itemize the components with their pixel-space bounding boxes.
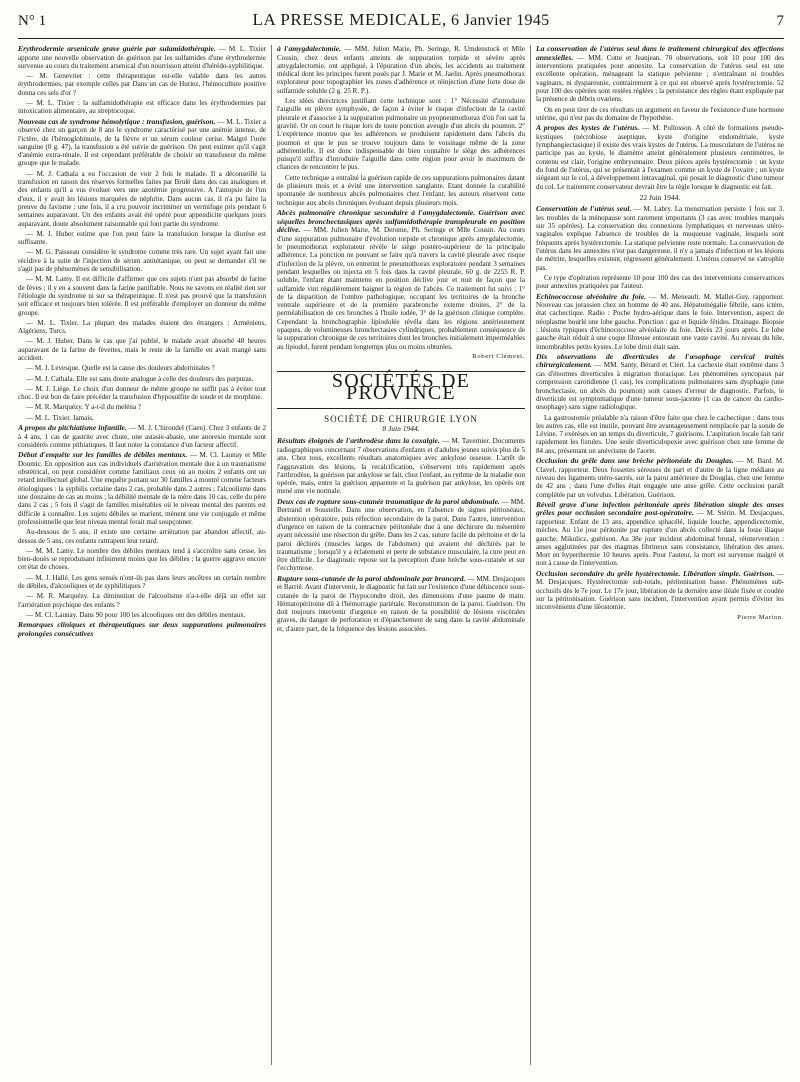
article-title: Echinococcose alvéolaire du foie. bbox=[535, 291, 647, 301]
paragraph: Ce type d'opération représente 10 pour 100 des cas des interventions conservatrices pour annexites pratiquées par l'auteur. bbox=[535, 273, 784, 291]
issue-date: 6 Janvier 1945 bbox=[451, 12, 550, 29]
issue-number: N° 1 bbox=[18, 13, 47, 29]
article-title: Dix observations de diverticules de l'œsophage cervical traités chirurgicalement. bbox=[535, 351, 784, 370]
article-title: Début d'enquête sur les familles de débiles mentaux. bbox=[18, 450, 188, 460]
article-text: — M. Bard. M. Clavel, rapporteur. Deux fossettes séreuses de part et d'autre de la ligne médiane au niveau des ligaments utéro-sacrés, sur la paroi antérieure du Douglas, chez une femme de 42 ans ; dans l'une d'elles était engagée une anse grêle. Cette occlusion paraît complétée par un volvulus. Libération. Guérison. bbox=[535, 457, 784, 499]
article-title: Remarques cliniques et thérapeutiques sur deux suppurations pulmonaires prolongées consécutives bbox=[18, 620, 267, 638]
paragraph: — M. L. Tixier. Jamais. bbox=[26, 413, 94, 422]
paragraph: — M. L. Tixier. La plupart des malades étaient des étrangers : Arméniens, Algériens, Turcs. bbox=[18, 318, 267, 336]
masthead bbox=[18, 10, 784, 34]
article-title: Occlusion du grêle dans une brèche péritonéale du Douglas. bbox=[535, 456, 734, 466]
article-occlusion-grele bbox=[536, 570, 784, 612]
article-text: — M. Cl. Launay et Mlle Doumic. En opposition aux cas individuels d'arriération mentale due à un traumatisme obstétrical, on peut considérer comme familiaux ceux où au moins 2 enfants ont un retard intellectuel global. Une enquête portant sur 30 familles a montré comme facteurs étiologiques : la syphilis certaine dans 2 cas, probable dans 2 autres ; l'alcoolisme dans une douzaine de cas au moins ; la débilité mentale de la mère dans 10 cas, celle du père dans 2 cas ; 5 fois il s'agit de familles misérables où le niveau mental des parents est difficile à connaître. Les sujets débiles se marient, mènent une vie conjugale et même professionnelle que leur niveau mental ferait mal soupçonner. bbox=[18, 451, 267, 526]
article-title: A propos des kystes de l'utérus. bbox=[535, 123, 640, 133]
paragraph: — M. J. Hallé. Les gens sensés n'ont-ils pas dans leurs ancêtres un certain nombre de débiles, d'alcooliques et de syphilitiques ? bbox=[18, 573, 267, 590]
article-diverticules bbox=[536, 353, 784, 412]
article-occlusion-douglas bbox=[536, 457, 784, 499]
article-text: — MM. Desjacques et Barrié. Avant d'intervenir, le diagnostic fut fait sur l'existence d'une déhiscence sous-cutanée de la paroi de l'hypocondre droit, des dimensions d'une paume de main. Hématopéritoine dû à l'hémorragie pariétale. Reconstitution de la paroi. Guérison. On doit toujours intervenir d'urgence en raison de la possibilité de lésions viscérales graves, du danger de perforation et d'épanchement de sang dans la cavité abdominale et, d'autre part, de la fréquence des lésions associées. bbox=[276, 574, 525, 633]
article-conservation-uterus bbox=[536, 45, 784, 104]
column-3 bbox=[536, 45, 784, 1065]
paragraph: Les idées directrices justifiant cette technique sont : 1° Nécessité d'introduire l'aiguille en plèvre symphysée, de façon à éviter le risque d'infection de la cavité pleurale et d'associer à la suppuration pulmonaire un pyopneumothorax d'où l'on sait la gravité. Or on court le risque lors de toute ponction aveugle d'un abcès du poumon. 2° L'expérience montre que les adhérences se produisent rapidement dans l'abcès du poumon et que le pus se trouve toujours dans le voisinage même de la zone adhérentielle. Il est donc indispensable de bien connaître le siège des adhérences puisqu'il suffira d'introduire l'aiguille dans cette région pour avoir le maximum de chances de rencontrer le pus. bbox=[276, 97, 525, 172]
article-abces-pulmonaire bbox=[277, 209, 525, 351]
page-number: 7 bbox=[776, 13, 784, 29]
society-name: SOCIÉTÉ DE CHIRURGIE LYON bbox=[324, 413, 478, 424]
article-erythrodermie bbox=[18, 45, 266, 70]
paragraph: — M. J. Huber estime que l'on peut faire la transfusion lorsque la diurèse est suffisante. bbox=[18, 229, 267, 247]
column-divider bbox=[530, 45, 531, 1065]
article-text: — MM. Julien Marie, Ph. Seringe, R. Umdenstock et Mlle Cousin, chez deux enfants atteints de suppuration torpide et sévère après amygdalectomie, ont appliqué, à l'épuration d'un abcès, les accidents au traitement médical dont les principes furent posés par J. Marie et M. Jaelin. Après pneumothorax explorateur pour topographier les zones d'adhérence et réinjection d'une forte dose de sulfamide soluble (2 g. 25 R. P.). bbox=[276, 45, 525, 95]
article-text: — M. Stérin. M. Desjacques, rapporteur. Enfant de 13 ans, appendice sphacélé, liquide louche, appendicectomie, mèches. Au 11e jour péritonite par rupture d'un abcès collecté dans la fosse iliaque gauche, Mikulicz, guérison. Au 38e jour incident abdominal brutal, réintervention : anses agglutinées par des magmas fibrineux sans consistance, libération des anses. Mort en hyperthermie 10 heures après. Pour l'auteur, la mort est survenue malgré et non à cause de l'intervention. bbox=[535, 509, 784, 568]
meeting-date: 8 Juin 1944. bbox=[382, 424, 420, 434]
article-kystes-uterus bbox=[536, 124, 784, 191]
paragraph: — M. Genevrier : cette thérapeutique est-elle valable dans les autres érythrodermies, par exemple celles par Dans un cas de Huriez, l'hémoculture positive donna ces sels d'or ? bbox=[18, 72, 267, 97]
article-rupture-brancard bbox=[277, 575, 525, 633]
article-text: — M. Meneault. M. Mallet-Guy, rapporteur. Nouveau cas jurassien chez un homme de 40 ans. Hépatomégalie fébrile, sans ictère, état cachectique. Radio : Poche hydro-aérique dans le foie. Intervention, aspect de néoplasme bourlé une lobe gauche. Ponction : gaz et liquide fétides. Drainage. Biopsie : lésions typiques d'échinococcose alvéolaire du foie. Décès 23 jours après. Le lobe gauche était réduit à une coque fibreuse entourant une vaste cavité. Au niveau du hile, innombrables petits kystes. Le lobe droit était sain. bbox=[535, 292, 784, 351]
paragraph: On en peut tirer de ces résultats un argument en faveur de l'existence d'une hormone utérine, qui n'est pas du domaine de l'hypothèse. bbox=[535, 105, 784, 122]
paragraph: — M. M. Lamy. Il est difficile d'affirmer que ces sujets n'ont pas absorbé de farine de fèves ; il y en a souvent dans la farine panifiable. Nous ne savons en réalité rien sur l'étiologie du syndrome ni sur sa thérapeutique. Il n'est pas prouvé que la transfusion soit efficace et toujours bien tolérée. Il est préférable d'employer un donneur du même groupe. bbox=[18, 275, 267, 317]
paragraph: — M. Cl. Launay. Dans 90 pour 100 les alcooliques ont des débiles mentaux. bbox=[26, 610, 246, 619]
author-signature: Pierre Marion. bbox=[737, 613, 784, 621]
article-pithiatisme bbox=[18, 424, 266, 449]
article-suppurations-cont bbox=[277, 45, 525, 95]
paragraph: — M. R. Marquézy. La diminution de l'alcoolisme n'a-t-elle déjà un effet sur l'arriération psychique des enfants ? bbox=[18, 592, 267, 609]
paper-name: LA PRESSE MEDICALE, bbox=[252, 10, 447, 29]
article-text: — MM. Santy, Bérard et Clert. La cachexie était extrême dans 3 cas d'énormes diverticules à migration thoracique. Les phénomènes syncopaux par compression carotidienne (1 cas), les complications pulmonaires sans dysphagie (une bronchectasie, un abcès du poumon) sont causes d'erreur de diagnostic. Parfois, le diverticule est symptomatique d'une tumeur sous-jacente (1 cas de cancer du cardio-œsophage) sans signe radiologique. bbox=[535, 361, 784, 412]
paragraph: Cette technique a entraîné la guérison rapide de ces suppurations pulmonaires datant de plusieurs mois et a évité une intervention sanglante. Etant donnée la curabilité spontanée de nombreux abcès pulmonaires chez l'enfant, les auteurs réservent cette technique aux abcès chroniques évoluant depuis plusieurs mois. bbox=[276, 173, 525, 207]
article-text: — M. Pollosson. A côté de formations pseudo-kystiques (nécrobiose aseptique, kyste d'origine endométriale, kyste lymphangiectasique) il existe des vrais kystes de l'utérus. La musculature de l'utérus ne participe pas au kyste, le diamètre atteint généralement plusieurs centimètres, le contenu est clair, l'origine embryonnaire. Deux pièces après hystérectomie : un kyste du fond de l'utérus, qui se présentait à l'examen comme un kyste de l'ovaire ; un kyste siégeant sur le col, à développement intravaginal, qui posait le diagnostic d'une tumeur du col. Le traitement conservateur devrait être la règle lorsque le diagnostic est fait. bbox=[535, 124, 784, 191]
column-divider bbox=[271, 45, 272, 1065]
article-title: Abcès pulmonaire chronique secondaire à l'amygdalectomie. Guérison avec séquelles bronchectasiques après sulfamidothérapie transpleurale en position déclive. bbox=[276, 207, 525, 235]
article-text: — M. Desjacques. Hystérectomie sub-totale, péritonisation basse. Phénomènes sub-occlusifs dès le 7e jour. Le 17e jour, libération de la dernière anse iléale fixée et coudée sur la péritonisation. Guérison sans incident, l'intervention ayant permis d'éviter les inconvénients d'une iléostomie. bbox=[535, 569, 784, 612]
column-1 bbox=[18, 45, 266, 1065]
paragraph: — M. J. Cathala a eu l'occasion de voir 2 fois le malade. Il a déconseillé la transfusion en raison des réserves formelles faites par Brulé dans des cas analogues et des enfants qu'il a vus évoluer vers une azotémie progressive. A l'autopsie de l'un d'eux, il y avait les lésions marquées de néphrite. Dans aucun cas, il n'a pu faire la preuve du favisme ; une fois, il a cru pouvoir incriminer un vermifuge pris pendant 6 semaines auparavant. Un des enfants avait été opéré pour appendicite quelques jours auparavant, doute absolument raisonnable qui font partie du syndrome. bbox=[18, 169, 267, 228]
paragraph: — M. R. Marquézy. Y a-t-il du meléna ? bbox=[26, 403, 142, 412]
article-title: Nouveau cas de syndrome hémolytique : transfusion, guérison. bbox=[18, 116, 216, 126]
article-title: Conservation de l'utérus seul. bbox=[535, 204, 632, 214]
article-title: La conservation de l'utérus seul dans le traitement chirurgical des affections annexielles. bbox=[535, 45, 784, 62]
article-reveil-infection bbox=[536, 501, 784, 568]
article-text: — M. J. L'hirondel (Caen). Chez 3 enfants de 2 à 4 ans, 1 cas de gastrite avec chute, une astasie-abasie, une anorexie mentale sont considérés comme pithiatiques. Il faut noter la constance d'un facteur affectif. bbox=[18, 424, 267, 449]
article-uterus-seul bbox=[536, 205, 784, 272]
paragraph: La gastrostomie préalable n'a raison d'être faite que chez le cachectique ; dans tous les autres cas, elle est inutile, pouvant être avantageusement remplacée par la sonde de Lévine. 7 exérèses en un temps du diverticule, 7 guérisons. L'aspiration locale fait tarir rapidement les fistules. Une seule diverticulopexie avec guérison chez une femme de 84 ans, présentant un anévrisme de l'aorte. bbox=[535, 413, 784, 455]
meeting-date: 22 Juin 1944. bbox=[639, 192, 681, 202]
header-rule bbox=[18, 38, 784, 39]
author-signature: Robert Clément. bbox=[472, 352, 525, 360]
article-text: — M. Tavernier. Documents radiographiques concernant 7 observations d'enfants et d'adultes jeunes suivis plus de 5 ans. Chez tous, excellents résultats anatomiques avec ankylose osseuse. L'arrêt de l'aggravation des lésions, la recalcification, s'observent très rapidement après l'arthrodèse, la guérison par ankylose se fait, chez l'enfant, au rythme de la maladie non opérée, mais, entre la guérison apparente et la guérison par ankylose, les opérés ont mené une vie normale. bbox=[276, 437, 525, 496]
article-text: — MM. Bertrand et Soustelle. Dans une observation, en l'absence de signes péritonéaux, abstention opératoire, puis réfection secondaire de la paroi. Dans l'autre, intervention d'urgence en raison de la contracture péritonéale due à une déchirure du mésentère ayant nécessité une résection du grêle. Dans les 2 cas, suture facile du péritoine et de la paroi déchirés (muscles larges de l'abdomen) qui avaient été déchirés par le traumatisme ; lorsqu'il y a éclatement et perte de substance musculaire, la cure peut en être difficile. Le diagnostic repose sur la perception d'une brèche sous-cutanée et sur l'ecchymose. bbox=[276, 497, 525, 573]
article-text: — M. Labry. La menstruation persiste 1 fois sur 3. les troubles de la ménopause sont rarement importants (3 cas avec troubles marqués sur 35 opérées). La conservation des connexions lymphatiques et nerveuses utéro-vaginales explique l'absence de troubles de la muqueuse vaginale, lesquels sont fréquents après hystérectomie. La statique pelvienne reste normale. La conservation de l'utérus dans les annexites n'est pas dangereuse, il n'y a jamais d'infection et les lésions de métrite, lesquelles existent, régressent généralement. L'utérus conservé ne s'atrophie pas. bbox=[535, 205, 784, 272]
columns bbox=[18, 45, 784, 1065]
paragraph: — M. J. Huber. Dans le cas que j'ai publié, le malade avait absorbé 48 heures auparavant de la farine de fèvettes, mais le reste de la famille en avait mangé sans accident. bbox=[18, 337, 267, 362]
article-arthrodese bbox=[277, 437, 525, 495]
article-title: à l'amygdalectomie. bbox=[276, 45, 341, 53]
article-text: — MM. Cotte et Jeanjean. 70 observations, soit 10 pour 100 des interventions pratiquées pour annexite. La conservation de l'utérus seul est une excellente opération, ménageant la statique pelvienne ; n'entraînant ni troubles vaginaux, ni dyspareunie, contrairement à ce qui est observé après hystérectomie. 52 pour 100 des opérées sont restées réglées ; la persistance des règles étant expliquée par la présence de débris ovariens. bbox=[535, 53, 784, 104]
column-2 bbox=[277, 45, 525, 1065]
article-suppurations-start bbox=[18, 621, 266, 638]
paragraph: — M. J. Levesque. Quelle est la cause des douleurs abdominales ? bbox=[26, 364, 215, 373]
article-text: — M. L. Tixier a observé chez un garçon de 8 ans le syndrome caractérisé par une anémie intense, de l'ictère, de l'hémoglobinurie, de la fièvre et un sérum couleur cerise. Malgré l'urée sanguine (0 g. 47), la transfusion a été suivie de guérison. On peut estimer qu'il s'agit d'anémie extra-rénale. Il est cependant préférable de choisir un transfuseur du même groupe que le malade. bbox=[18, 117, 267, 168]
paragraph: — M. M. Lamy. Le nombre des débiles mentaux tend à s'accroître sans cesse, les bien-doués se reproduisant infiniment moins que les débiles ; la guerre aggrave encore cet état de choses. bbox=[18, 546, 267, 572]
paragraph: — M. J. Cathala. Elle est sans doute analogue à celle des douleurs des purpuras. bbox=[26, 374, 254, 383]
article-title: Résultats éloignés de l'arthrodèse dans la coxalgie. bbox=[276, 436, 440, 446]
article-echinococcose bbox=[536, 293, 784, 351]
article-text: — MM. Julien Marie, M. Derome, Ph. Seringe et Mlle Cousin. Au cours d'une suppuration pulmonaire d'évolution torpide et chronique après amygdalectomie, le pneumothorax explorateur révèle le siège postéro-supérieur de la principale adhérence. La ponction ne pouvant se faire qu'à travers la cavité pleurale avec risque d'infection de la plèvre, on entretint le pneumothorax exploratoire pendant 3 semaines pendant lesquelles on injecta en 5 fois dans la cavité pleurale, 60 g. de 2255 R. P. soluble, l'enfant étant maintenu en position déclive jour et nuit de façon que la sulfamide vint régulièrement baigner la région de l'abcès. Ce traitement fut suivi : 1° de la disparition de l'ombre pathologique, occupant les territoires de la bronche ventrale supérieure et de la première parabronche externe droites, 2° de la perméabilisation de ces bronches à l'huile iodée, 3° de la guérison clinique complète. Cependant la bronchographie lipiodolée révéla dans les régions antérieurement opaques, de volumineuses bronchectasies cylindriques, probablement conséquence de la suppuration chronique de ces territoires dont les bronches initialement imperméables au lipiodol, furent pendant longtemps plus ou moins obturées. bbox=[276, 226, 525, 351]
masthead-title bbox=[78, 10, 724, 30]
article-title: Erythrodermie arsenicale grave guérie par sulamidothérapie. bbox=[18, 45, 216, 53]
article-title: Rupture sous-cutanée de la paroi abdominale par brancard. bbox=[276, 573, 466, 583]
article-rupture-paroi bbox=[277, 498, 525, 573]
article-title: Réveil grave d'une infection péritonéale après libération simple des anses grêles pour occlusion secondaire post-opératoire. bbox=[535, 499, 784, 518]
article-hemolytique bbox=[18, 118, 266, 168]
article-title: A propos du pitchiatisme infantile. bbox=[18, 423, 127, 433]
article-debiles-mentaux bbox=[18, 451, 266, 526]
article-title: Deux cas de rupture sous-cutanée traumatique de la paroi abdominale. bbox=[276, 496, 500, 506]
paragraph: — M. G. Paisseau considère le syndrome comme très rare. Un sujet ayant fait une récidive à la suite de l'injection de sérum antitétanique, on peut se demander s'il ne s'agit pas de phénomènes de sensibilisation. bbox=[18, 248, 267, 274]
paragraph: — M. J. Liège. Le choix d'un donneur de même groupe ne suffit pas à éviter tout choc. Il est bon de faire précéder la transfusion d'hyposulfite de soude et de morphine. bbox=[18, 384, 267, 402]
paragraph: Au-dessous de 5 ans, il existe une certaine arriération par abandon affectif, au-dessus de 5 ans, ces enfants rattrapent leur retard. bbox=[18, 528, 267, 545]
paragraph: — M. L. Tixier : la sulfamidothérapie est efficace dans les érythrodermies par intoxication alimentaire, au streptocoque. bbox=[18, 99, 267, 116]
article-title: Occlusion secondaire du grêle hystérectomie. Libération simple. Guérison. bbox=[535, 568, 775, 578]
section-title: SOCIÉTÉS DE PROVINCE bbox=[331, 370, 471, 405]
article-text: — M. L. Tixier apporte une nouvelle observation de guérison par les sulfamides d'une érythrodermie survenue au cours du traitement arsenical d'un nourrisson atteint d'hérédo-syphilitique. bbox=[18, 45, 267, 70]
section-banner bbox=[277, 371, 525, 409]
